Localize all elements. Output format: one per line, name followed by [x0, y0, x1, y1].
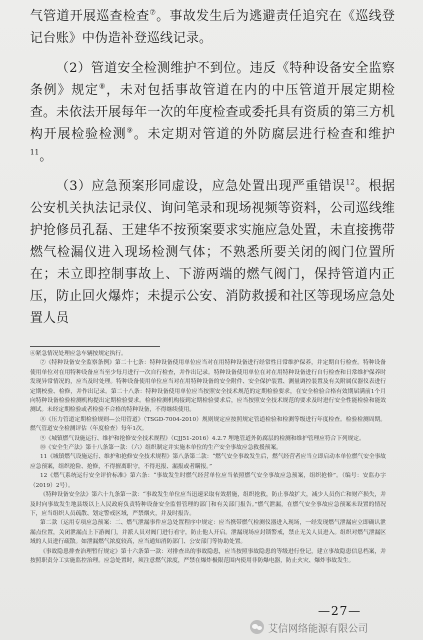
page-number: —27—: [318, 604, 362, 618]
footnote: ⑨《城镇燃气设施运行、维护和抢修安全技术规程》（CJJ51-2016）4.2.7 埋地管道外防腐层的检测和维护管理应符合下列规定。: [40, 435, 365, 442]
p1-text: 气管道开展巡查检查: [30, 9, 150, 24]
footnote: ⑩《安全生产法》第十八条第一款：（六）组织制定并实施本单位的生产安全事故应急救援预案。: [40, 445, 282, 452]
p3-text-rest: 。根据公安机关执法记录仪、询问笔录和现场视频等资料，公司巡线维护抢修员孔磊、王建华不按预案要求实施应急处置，未直接携带燃气检漏仪进入现场检测气体；不熟悉所要关闭的阀门位置所在；未立即控制事故上、下游两端的燃气阀门，保持管道内正压，防止回火爆炸；未提示公安、消防救援和社区等现场应急处置人员: [30, 179, 395, 326]
p2-text-end: 。: [39, 149, 53, 164]
paragraph-1: [30, 6, 395, 50]
footnote: 《事故隐患排查治理暂行规定》第十六条第一款：对排查出的事故隐患，应当按照事故隐患的等级进行登记，建立事故隐患信息档案，并按照职责分工实施监控治理。应急处置时，须注意燃气浓度，严禁在爆炸极限范围内使用非防爆电器，防止火灾、爆炸事故发生。: [30, 548, 386, 564]
footnote: 11《城镇燃气设施运行、维护和抢修安全技术规程》第八条第二款：“燃气安全事故发生后，燃气经营者应当立即启动本单位燃气安全事故应急预案，组织抢险、抢修，不得擅离职守，不得迟报、漏报或者瞒报。”: [30, 454, 386, 470]
footnotes: [30, 350, 386, 566]
footnote-ref: ⑧: [98, 82, 107, 91]
watermark: [250, 618, 420, 636]
footnote: 12《燃气系统运行安全评价标准》第六条：“事故发生时燃气经营单位应当依照燃气安全事故应急预案，组织抢修”。（编号：安监办字（2019）2号）。: [30, 473, 386, 489]
footnote-ref: 11: [30, 148, 40, 157]
footnote-ref: ⑨: [126, 126, 134, 135]
paragraph-2: [30, 58, 395, 168]
footnote: ⑦《特种设备安全监察条例》第二十七条：特种设备使用单位应当对在用特种设备进行经常性日常维护保养，并定期自行检查。特种设备使用单位对在用特种设备应当至少每月进行一次自行检查，并作出记录。特种设备使用单位在对在用特种设备进行自行检查和日常维护保养时发现异常情况的，应当及时处理。特种设备使用单位应当对在用特种设备的安全附件、安全保护装置、测量调控装置及有关附属仪器仪表进行定期校验、检修，并作出记录。第二十八条：特种设备使用单位应当按照安全技术规范的定期检验要求，在安全检验合格有效期届满前1个月向特种设备检验检测机构提出定期检验要求。检验检测机构接到定期检验要求后，应当按照安全技术规范的要求及时进行安全性能检验和能效测试。未经定期检验或者检验不合格的特种设备，不得继续使用。: [30, 360, 386, 414]
paragraph-3: [30, 176, 395, 330]
footnote: 《特种设备安全法》第六十九条第一款：“事故发生单位应当迅速采取有效措施，组织抢救，防止事故扩大，减少人员伤亡和财产损失，并及时向事故发生地县级以上人民政府负责特种设备安全监督管理的部门和有关部门报告。”燃气泄漏，在燃气安全事故应急预案未设置的情况下，应当组织人员疏散、划定警戒区域，严禁烟火，并及时报告。: [30, 492, 386, 517]
footnote: ⑧《压力管道定期检验规则—公用管道》（TSGD-7004-2010）规则规定应按照规定管道检验和检测等级进行年度检查。检验检测周期。燃气管道安全检测评估（年度检查）每年1次。: [30, 416, 386, 433]
p1-text-rest: 。事故发生后为逃避责任追究在《巡线登记台账》中伪造补登巡线记录。: [30, 9, 395, 46]
footnote: 第二款（运用专项应急预案：二、燃气泄漏事件应急处置程序中规定：应当携带燃气检测仪器进入现场，一经发现燃气泄漏应立即确认泄漏点位置，关闭泄漏点上下游阀门，并派人员对阀门进行看守，防止他人开启。泄漏现场应封锁警戒，禁止无关人员进入。组织对燃气泄漏区域的人员进行疏散。如泄漏燃气浓度较高，应当通知消防部门、公安部门等协助处置。: [30, 520, 386, 546]
p2-text: （2）管道安全检测维护不到位。违反《特种设备安全监察条例》规定: [30, 61, 395, 98]
footnote-ref: ⑦: [149, 8, 157, 17]
p3-text: （3）应急预案形同虚设，应急处置出现严重错误: [56, 179, 346, 194]
main-text: [30, 6, 395, 330]
wechat-icon: [250, 620, 264, 634]
footnote-ref: 12: [345, 178, 355, 187]
p2-text-rest: ，未对包括事故管道在内的中压管道开展定期检查。未依法开展每年一次的年度检查或委托具有资质的第三方机构开展检验检测: [30, 83, 396, 142]
footnote-divider: [30, 346, 160, 347]
footnote: ⑥紧急情况处理应急车辆按规定执行。: [30, 351, 127, 357]
watermark-text: 艾信网络能源有限公司: [268, 623, 368, 635]
p2-text-rest2: 。未定期对管道的外防腐层进行检查和维护: [133, 127, 395, 142]
